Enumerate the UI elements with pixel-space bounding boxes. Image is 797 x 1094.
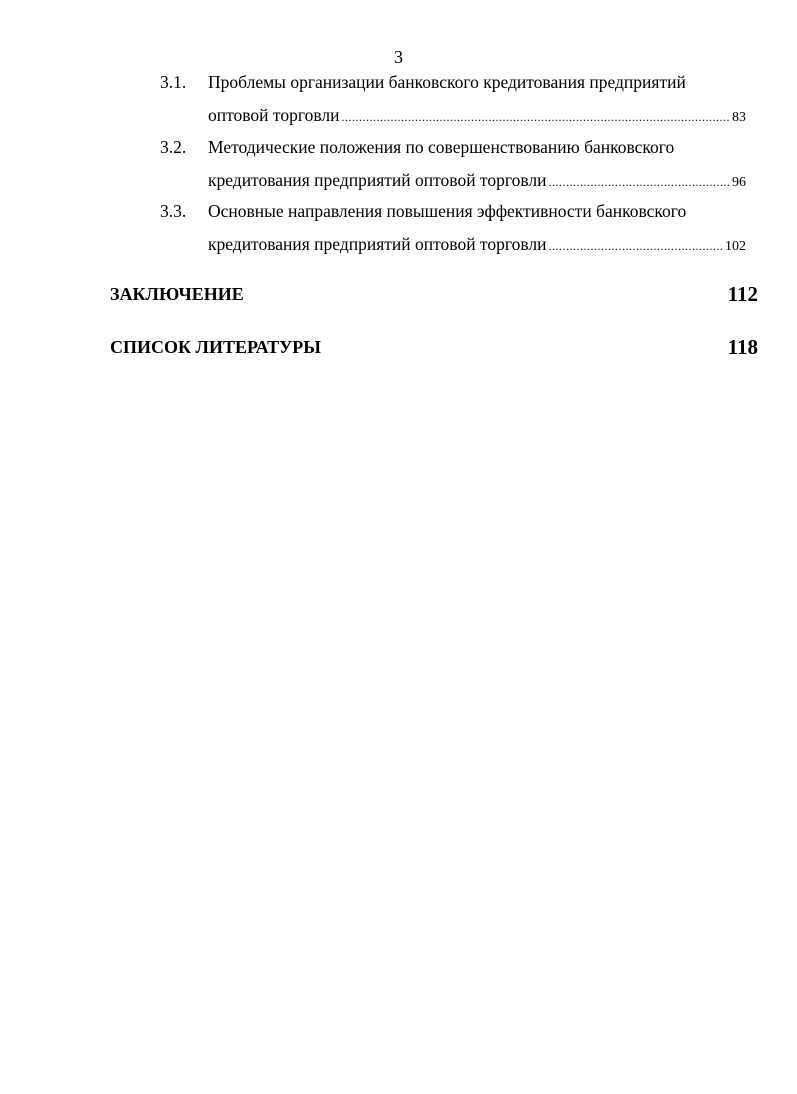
toc-entry-continuation <box>208 169 746 194</box>
toc-entry-title-continued: кредитования предприятий оптовой торговли <box>208 234 547 254</box>
toc-entry-number: 3.3. <box>160 201 187 221</box>
toc-entry-title-continued: оптовой торговли <box>208 105 340 125</box>
toc-section-page: 118 <box>727 335 758 359</box>
toc-entry-page: 102 <box>725 239 746 254</box>
toc-entry-title: Основные направления повышения эффективности банковского <box>208 201 687 221</box>
page-number: 3 <box>394 47 403 67</box>
toc-section-page: 112 <box>727 282 758 306</box>
toc-section-title: СПИСОК ЛИТЕРАТУРЫ <box>110 337 321 357</box>
toc-entry-continuation <box>208 104 746 129</box>
toc-entry-continuation <box>208 233 746 258</box>
toc-entry-title-continued: кредитования предприятий оптовой торговли <box>208 170 547 190</box>
toc-section-references[interactable] <box>110 336 758 358</box>
toc-entry-page: 83 <box>732 110 746 125</box>
toc-section-conclusion[interactable] <box>110 283 758 305</box>
dot-leader <box>548 235 723 257</box>
dot-leader <box>548 171 730 193</box>
toc-entry-title: Проблемы организации банковского кредитования предприятий <box>208 72 686 92</box>
toc-entry-number: 3.1. <box>160 72 187 92</box>
dot-leader <box>341 106 730 128</box>
toc-entry-page: 96 <box>732 175 746 190</box>
toc-entry-title: Методические положения по совершенствованию банковского <box>208 137 675 157</box>
toc-section-title: ЗАКЛЮЧЕНИЕ <box>110 284 244 304</box>
toc-entry-number: 3.2. <box>160 137 187 157</box>
